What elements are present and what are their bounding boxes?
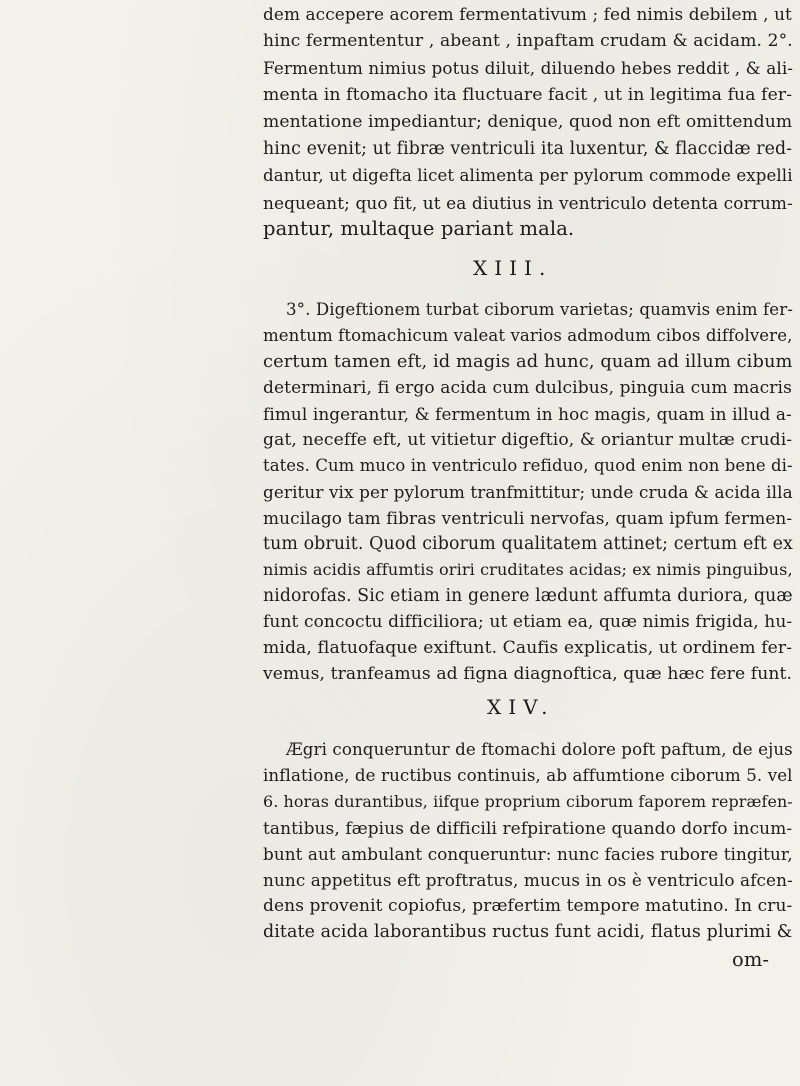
- text-line: dantur, ut digefta licet alimenta per pylorum commode expelli: [263, 166, 793, 185]
- text-line: tum obruit. Quod ciborum qualitatem attinet; certum eft ex: [263, 534, 793, 554]
- text-line: nimis acidis affumtis oriri cruditates acidas; ex nimis pinguibus,: [263, 560, 793, 579]
- text-line: dens provenit copiofus, præfertim tempore matutino. In cru-: [263, 896, 793, 916]
- text-line: tantibus, fæpius de difficili refpiratione quando dorfo incum-: [263, 818, 793, 838]
- text-line: hinc fermententur , abeant , inpaftam crudam & acidam. 2°.: [263, 31, 793, 51]
- text-line: Ægri conqueruntur de ftomachi dolore poft paftum, de ejus: [286, 740, 793, 759]
- section-heading: XIII.: [473, 256, 553, 280]
- text-line: Fermentum nimius potus diluit, diluendo hebes reddit , & ali-: [263, 58, 794, 78]
- text-line: determinari, fi ergo acida cum dulcibus, pinguia cum macris: [263, 378, 792, 398]
- text-line: 6. horas durantibus, iifque proprium ciborum faporem repræfen-: [263, 792, 793, 811]
- text-line: funt concoctu difficiliora; ut etiam ea, quæ nimis frigida, hu-: [263, 612, 793, 632]
- text-line: nequeant; quo fit, ut ea diutius in ventriculo detenta corrum-: [263, 193, 793, 213]
- text-line: nunc appetitus eft proftratus, mucus in os è ventriculo afcen-: [263, 870, 793, 890]
- text-line: bunt aut ambulant conqueruntur: nunc facies rubore tingitur,: [263, 844, 793, 864]
- text-line: dem accepere acorem fermentativum ; fed nimis debilem , ut: [263, 4, 792, 24]
- text-line: vemus, tranfeamus ad figna diagnoftica, quæ hæc fere funt.: [263, 664, 793, 684]
- text-line: pantur, multaque pariant mala.: [263, 217, 575, 240]
- text-line: inflatione, de ructibus continuis, ab affumtione ciborum 5. vel: [263, 766, 793, 785]
- text-line: mida, flatuofaque exiftunt. Caufis explicatis, ut ordinem fer-: [263, 638, 793, 658]
- text-line: certum tamen eft, id magis ad hunc, quam ad illum cibum: [263, 351, 793, 372]
- text-line: hinc evenit; ut fibræ ventriculi ita luxentur, & flaccidæ red-: [263, 139, 793, 159]
- text-line: fimul ingerantur, & fermentum in hoc magis, quam in illud a-: [263, 404, 792, 424]
- text-line: gat, neceffe eft, ut vitietur digeftio, & oriantur multæ crudi-: [263, 430, 793, 450]
- text-line: ditate acida laborantibus ructus funt acidi, flatus plurimi &: [263, 922, 793, 942]
- text-line: tates. Cum muco in ventriculo refiduo, quod enim non bene di-: [263, 456, 793, 475]
- text-line: mentum ftomachicum valeat varios admodum cibos diffolvere,: [263, 326, 793, 345]
- text-line: menta in ftomacho ita fluctuare facit , ut in legitima fua fer-: [263, 85, 793, 105]
- text-line: mentatione impediantur; denique, quod non eft omittendum: [263, 112, 793, 132]
- text-line: 3°. Digeftionem turbat ciborum varietas; quamvis enim fer-: [286, 300, 793, 319]
- section-heading: XIV.: [487, 695, 555, 719]
- text-line: mucilago tam fibras ventriculi nervofas, quam ipfum fermen-: [263, 508, 793, 528]
- text-line: nidorofas. Sic etiam in genere lædunt affumta duriora, quæ: [263, 586, 793, 606]
- catchword: om-: [732, 948, 770, 971]
- text-line: geritur vix per pylorum tranfmittitur; unde cruda & acida illa: [263, 482, 793, 502]
